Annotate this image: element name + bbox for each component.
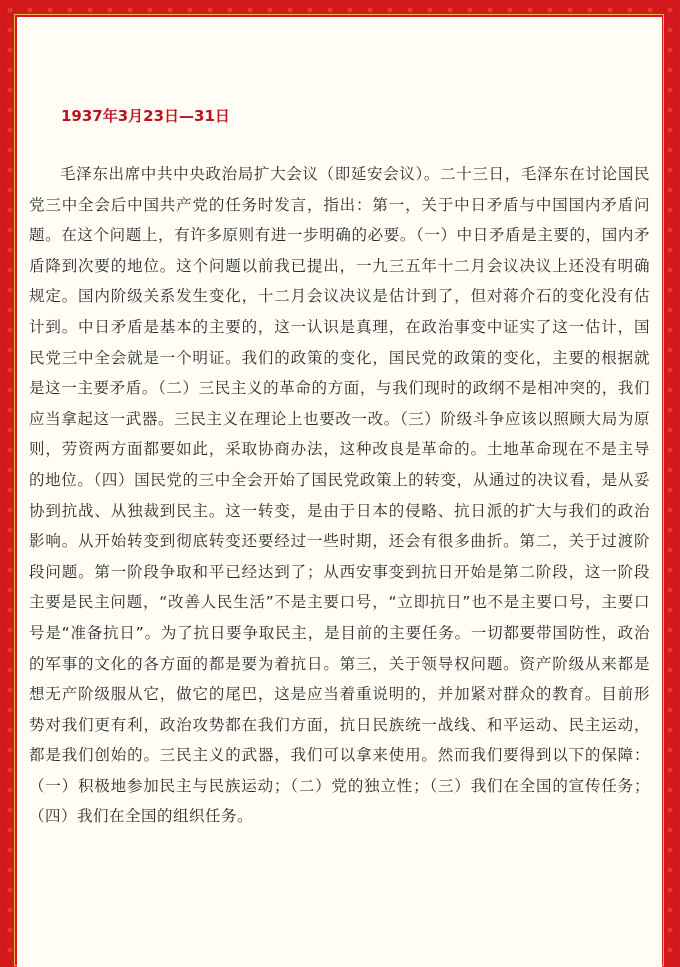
content-panel	[17, 17, 662, 967]
article-body: 毛泽东出席中共中央政治局扩大会议（即延安会议）。二十三日，毛泽东在讨论国民党三中全会后中国共产党的任务时发言，指出：第一，关于中日矛盾与中国国内矛盾问题。在这个问题上，有许多原则有进一步明确的必要。（一）中日矛盾是主要的，国内矛盾降到次要的地位。这个问题以前我已提出，一九三五年十二月会议决议上还没有明确规定。国内阶级关系发生变化，十二月会议决议是估计到了，但对蒋介石的变化没有估计到。中日矛盾是基本的主要的，这一认识是真理，在政治事变中证实了这一估计，国民党三中全会就是一个明证。我们的政策的变化，国民党的政策的变化，主要的根据就是这一主要矛盾。（二）三民主义的革命的方面，与我们现时的政纲不是相冲突的，我们应当拿起这一武器。三民主义在理论上也要改一改。（三）阶级斗争应该以照顾大局为原则，劳资两方面都要如此，采取协商办法，这种改良是革命的。土地革命现在不是主导的地位。（四）国民党的三中全会开始了国民党政策上的转变，从通过的决议看，是从妥协到抗战、从独裁到民主。这一转变，是由于日本的侵略、抗日派的扩大与我们的政治影响。从开始转变到彻底转变还要经过一些时期，还会有很多曲折。第二，关于过渡阶段问题。第一阶段争取和平已经达到了；从西安事变到抗日开始是第二阶段，这一阶段主要是民主问题，“改善人民生活”不是主要口号，“立即抗日”也不是主要口号，主要口号是“准备抗日”。为了抗日要争取民主，是目前的主要任务。一切都要带国防性，政治的军事的文化的各方面的都是要为着抗日。第三，关于领导权问题。资产阶级从来都是想无产阶级服从它，做它的尾巴，这是应当着重说明的，并加紧对群众的教育。目前形势对我们更有利，政治攻势都在我们方面，抗日民族统一战线、和平运动、民主运动，都是我们创始的。三民主义的武器，我们可以拿来使用。然而我们要得到以下的保障：（一）积极地参加民主与民族运动；（二）党的独立性；（三）我们在全国的宣传任务；（四）我们在全国的组织任务。	[29, 165, 650, 826]
date-heading: 1937年3月23日—31日	[61, 107, 230, 125]
